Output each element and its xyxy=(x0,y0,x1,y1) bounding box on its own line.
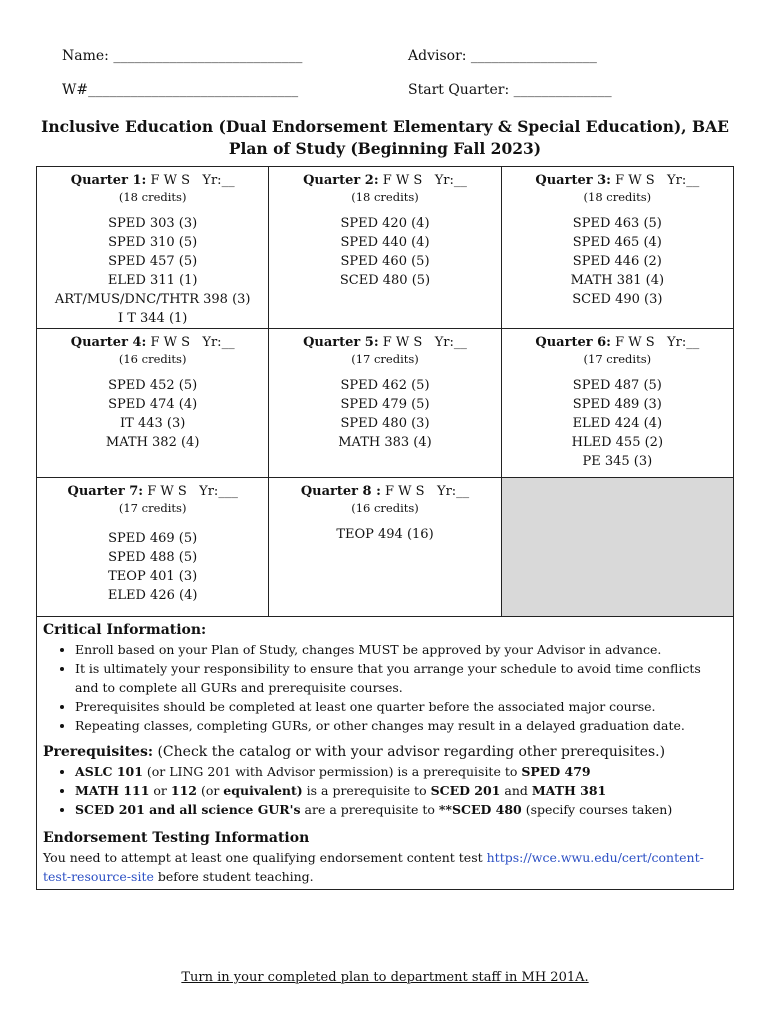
quarter-terms[interactable]: F W S Yr:__ xyxy=(615,173,700,188)
quarter-label: Quarter 8 : xyxy=(300,484,381,499)
course-item: PE 345 (3) xyxy=(582,454,653,469)
course-item: SPED 452 (5) xyxy=(108,378,198,393)
course-item: SPED 462 (5) xyxy=(340,378,430,393)
course-item: SPED 474 (4) xyxy=(108,397,198,412)
information-box xyxy=(36,617,734,890)
course-item: SPED 469 (5) xyxy=(108,531,198,546)
critical-information-section xyxy=(43,621,725,735)
quarter-cell xyxy=(269,167,501,329)
advisor-field[interactable]: Advisor: __________________ xyxy=(408,48,597,64)
course-item: IT 443 (3) xyxy=(120,416,186,431)
footer-instruction: Turn in your completed plan to department staff in MH 201A. xyxy=(181,970,589,985)
quarter-terms[interactable]: F W S Yr:__ xyxy=(150,173,235,188)
course-item: TEOP 401 (3) xyxy=(108,569,198,584)
critical-bullet: • Repeating classes, completing GURs, or other changes may result in a delayed graduation date. xyxy=(75,716,725,735)
quarter-credits: (16 credits) xyxy=(118,352,187,366)
course-item: SPED 487 (5) xyxy=(572,378,662,393)
page-title: Inclusive Education (Dual Endorsement Elementary & Special Education), BAE xyxy=(41,117,729,136)
course-item: ELED 424 (4) xyxy=(572,416,663,431)
quarter-terms[interactable]: F W S Yr:__ xyxy=(150,335,235,350)
quarter-terms[interactable]: F W S Yr:___ xyxy=(147,484,238,499)
quarter-credits: (17 credits) xyxy=(583,352,652,366)
empty-gray-cell xyxy=(501,478,733,617)
course-item: SPED 479 (5) xyxy=(340,397,430,412)
prerequisites-note: (Check the catalog or with your advisor regarding other prerequisites.) xyxy=(153,744,666,760)
quarter-credits: (18 credits) xyxy=(351,190,419,204)
course-item: I T 344 (1) xyxy=(117,311,188,326)
course-item: SCED 480 (5) xyxy=(339,273,431,288)
prerequisites-section xyxy=(43,743,725,819)
course-item: TEOP 494 (16) xyxy=(336,527,434,542)
quarter-terms[interactable]: F W S Yr:__ xyxy=(382,335,467,350)
endorsement-testing-heading: Endorsement Testing Information xyxy=(43,830,310,846)
course-item: SCED 490 (3) xyxy=(572,292,663,307)
course-item: MATH 381 (4) xyxy=(570,273,665,288)
quarter-cell xyxy=(37,167,269,329)
quarter-credits: (18 credits) xyxy=(118,190,187,204)
start-quarter-field[interactable]: Start Quarter: ______________ xyxy=(408,82,612,98)
quarter-label: Quarter 7: xyxy=(67,484,144,499)
course-item: MATH 382 (4) xyxy=(105,435,200,450)
quarter-cell xyxy=(269,478,501,617)
quarter-label: Quarter 6: xyxy=(535,335,611,350)
page-subtitle: Plan of Study (Beginning Fall 2023) xyxy=(228,139,542,158)
quarter-terms[interactable]: F W S Yr:__ xyxy=(615,335,700,350)
quarter-label: Quarter 4: xyxy=(70,335,147,350)
critical-bullet: • Prerequisites should be completed at least one quarter before the associated major course. xyxy=(75,697,725,716)
quarter-terms[interactable]: F W S Yr:__ xyxy=(382,173,467,188)
quarter-label: Quarter 5: xyxy=(303,335,379,350)
critical-bullet: • It is ultimately your responsibility to ensure that you arrange your schedule to avoid time conflicts and to complete all GURs and prerequisite courses. xyxy=(75,659,725,697)
course-item: ELED 426 (4) xyxy=(107,588,198,603)
course-item: SPED 446 (2) xyxy=(572,254,662,269)
prerequisite-bullet: • SCED 201 and all science GUR's are a prerequisite to **SCED 480 (specify courses taken) xyxy=(75,800,725,819)
course-item: SPED 310 (5) xyxy=(108,235,198,250)
prerequisites-heading: Prerequisites: xyxy=(43,744,154,760)
quarter-cell xyxy=(37,329,269,478)
prerequisite-bullet: • ASLC 101 (or LING 201 with Advisor permission) is a prerequisite to SPED 479 xyxy=(75,762,725,781)
quarter-terms[interactable]: F W S Yr:__ xyxy=(385,484,470,499)
quarter-label: Quarter 2: xyxy=(303,173,379,188)
course-item: SPED 457 (5) xyxy=(108,254,198,269)
course-item: SPED 460 (5) xyxy=(340,254,430,269)
endorsement-text: You need to attempt at least one qualifying endorsement content test https://wce.wwu.edu/cert/content-test-resource-site before student teaching. xyxy=(43,850,704,884)
quarter-label: Quarter 3: xyxy=(535,173,611,188)
endorsement-link[interactable]: https://wce.wwu.edu/cert/content-test-resource-site xyxy=(43,850,704,884)
course-item: SPED 465 (4) xyxy=(572,235,662,250)
endorsement-testing-section xyxy=(43,829,725,886)
course-item: ELED 311 (1) xyxy=(107,273,198,288)
course-item: ART/MUS/DNC/THTR 398 (3) xyxy=(54,292,251,307)
course-item: HLED 455 (2) xyxy=(571,435,664,450)
course-item: SPED 440 (4) xyxy=(340,235,430,250)
quarter-credits: (17 credits) xyxy=(118,501,187,515)
quarter-credits: (18 credits) xyxy=(583,190,652,204)
critical-information-heading: Critical Information: xyxy=(43,622,207,638)
quarter-cell xyxy=(501,329,733,478)
quarter-cell xyxy=(269,329,501,478)
course-item: SPED 480 (3) xyxy=(340,416,430,431)
course-item: MATH 383 (4) xyxy=(338,435,432,450)
plan-of-study-table xyxy=(36,166,734,617)
prerequisite-bullet: • MATH 111 or 112 (or equivalent) is a prerequisite to SCED 201 and MATH 381 xyxy=(75,781,725,800)
course-item: SPED 488 (5) xyxy=(108,550,198,565)
course-item: SPED 303 (3) xyxy=(108,216,198,231)
quarter-cell xyxy=(501,167,733,329)
course-item: SPED 463 (5) xyxy=(572,216,662,231)
course-item: SPED 489 (3) xyxy=(572,397,662,412)
critical-bullet: • Enroll based on your Plan of Study, changes MUST be approved by your Advisor in advance. xyxy=(75,640,725,659)
quarter-credits: (17 credits) xyxy=(351,352,419,366)
w-number-field[interactable]: W#______________________________ xyxy=(62,82,299,98)
name-field[interactable]: Name: ___________________________ xyxy=(62,48,303,64)
course-item: SPED 420 (4) xyxy=(340,216,430,231)
quarter-cell xyxy=(37,478,269,617)
quarter-credits: (16 credits) xyxy=(351,501,419,515)
quarter-label: Quarter 1: xyxy=(70,173,147,188)
